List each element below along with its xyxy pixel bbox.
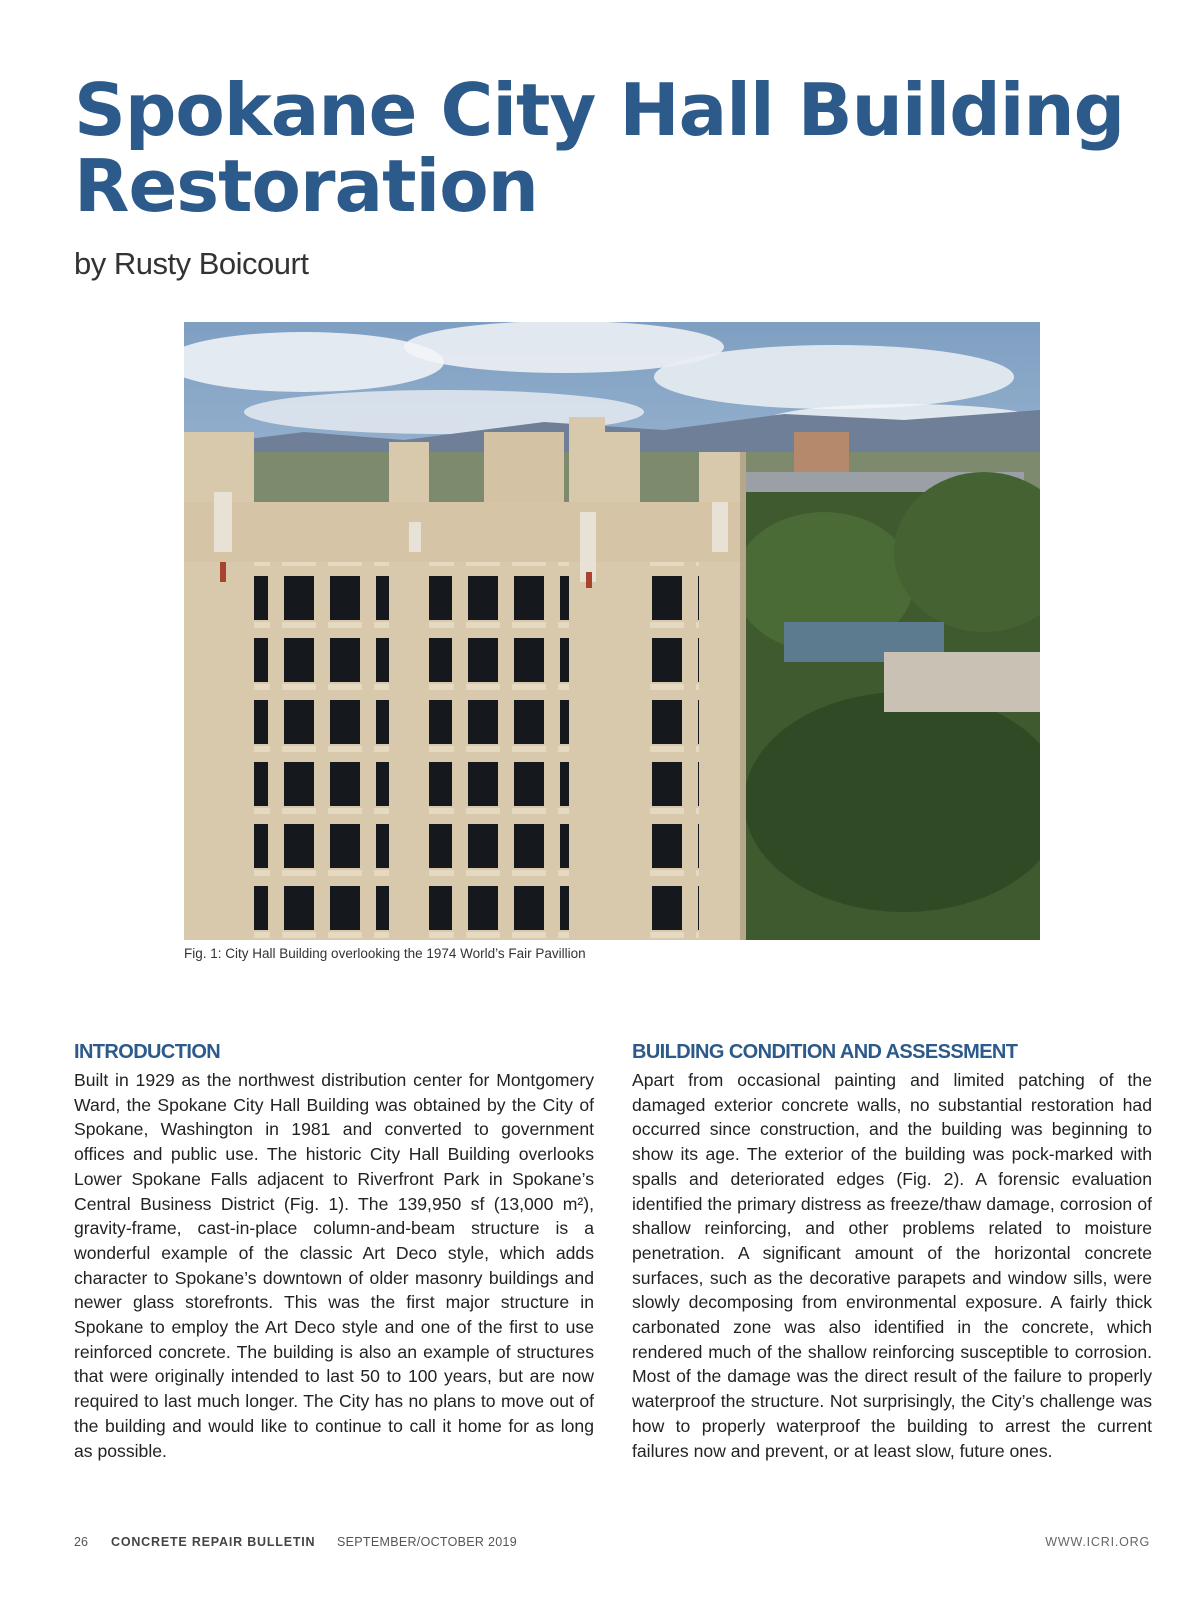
section-introduction (74, 1040, 594, 1463)
article-title: Spokane City Hall Building Restoration (74, 68, 1125, 228)
website-link: WWW.ICRI.ORG (1045, 1535, 1150, 1549)
section-body: Apart from occasional painting and limited patching of the damaged exterior concrete walls, no substantial restoration had occurred since construction, and the building was beginning to show its age. The exterior of the building was pock-marked with spalls and deteriorated edges (Fig. 2). A forensic evaluation identified the primary distress as freeze/thaw damage, corrosion of shallow reinforcing, and other problems related to moisture penetration. A significant amount of the horizontal concrete surfaces, such as the decorative parapets and window sills, were slowly decomposing from environmental exposure. A fairly thick carbonated zone was also identified in the concrete, which rendered much of the shallow reinforcing susceptible to corrosion. Most of the damage was the direct result of the failure to properly waterproof the structure. Not surprisingly, the City’s challenge was how to properly waterproof the building to arrest the current failures now and prevent, or at least slow, future ones. (632, 1070, 1152, 1461)
publication-name: CONCRETE REPAIR BULLETIN (111, 1535, 316, 1549)
section-heading: BUILDING CONDITION AND ASSESSMENT (632, 1041, 1018, 1063)
article-byline: by Rusty Boicourt (74, 246, 309, 281)
section-body: Built in 1929 as the northwest distribution center for Montgomery Ward, the Spokane City Hall Building was obtained by the City of Spokane, Washington in 1981 and converted to government offices and public use. The historic City Hall Building overlooks Lower Spokane Falls adjacent to Riverfront Park in Spokane’s Central Business District (Fig. 1). The 139,950 sf (13,000 m²), gravity-frame, cast-in-place column-and-beam structure is a wonderful example of the classic Art Deco style, which adds character to Spokane’s downtown of older masonry buildings and newer glass storefronts. This was the first major structure in Spokane to employ the Art Deco style and one of the first to use reinforced concrete. The building is also an example of structures that were originally intended to last 50 to 100 years, but are now required to last much longer. The City has no plans to move out of the building and would like to continue to call it home for as long as possible. (74, 1070, 594, 1461)
city-hall-photo (184, 322, 1040, 940)
issue-date: SEPTEMBER/OCTOBER 2019 (337, 1535, 518, 1549)
section-building-condition (632, 1040, 1152, 1463)
section-heading: INTRODUCTION (74, 1041, 221, 1063)
figure-caption: Fig. 1: City Hall Building overlooking the 1974 World’s Fair Pavillion (184, 946, 586, 961)
page-number: 26 (74, 1535, 88, 1549)
page-footer (74, 1535, 1150, 1555)
